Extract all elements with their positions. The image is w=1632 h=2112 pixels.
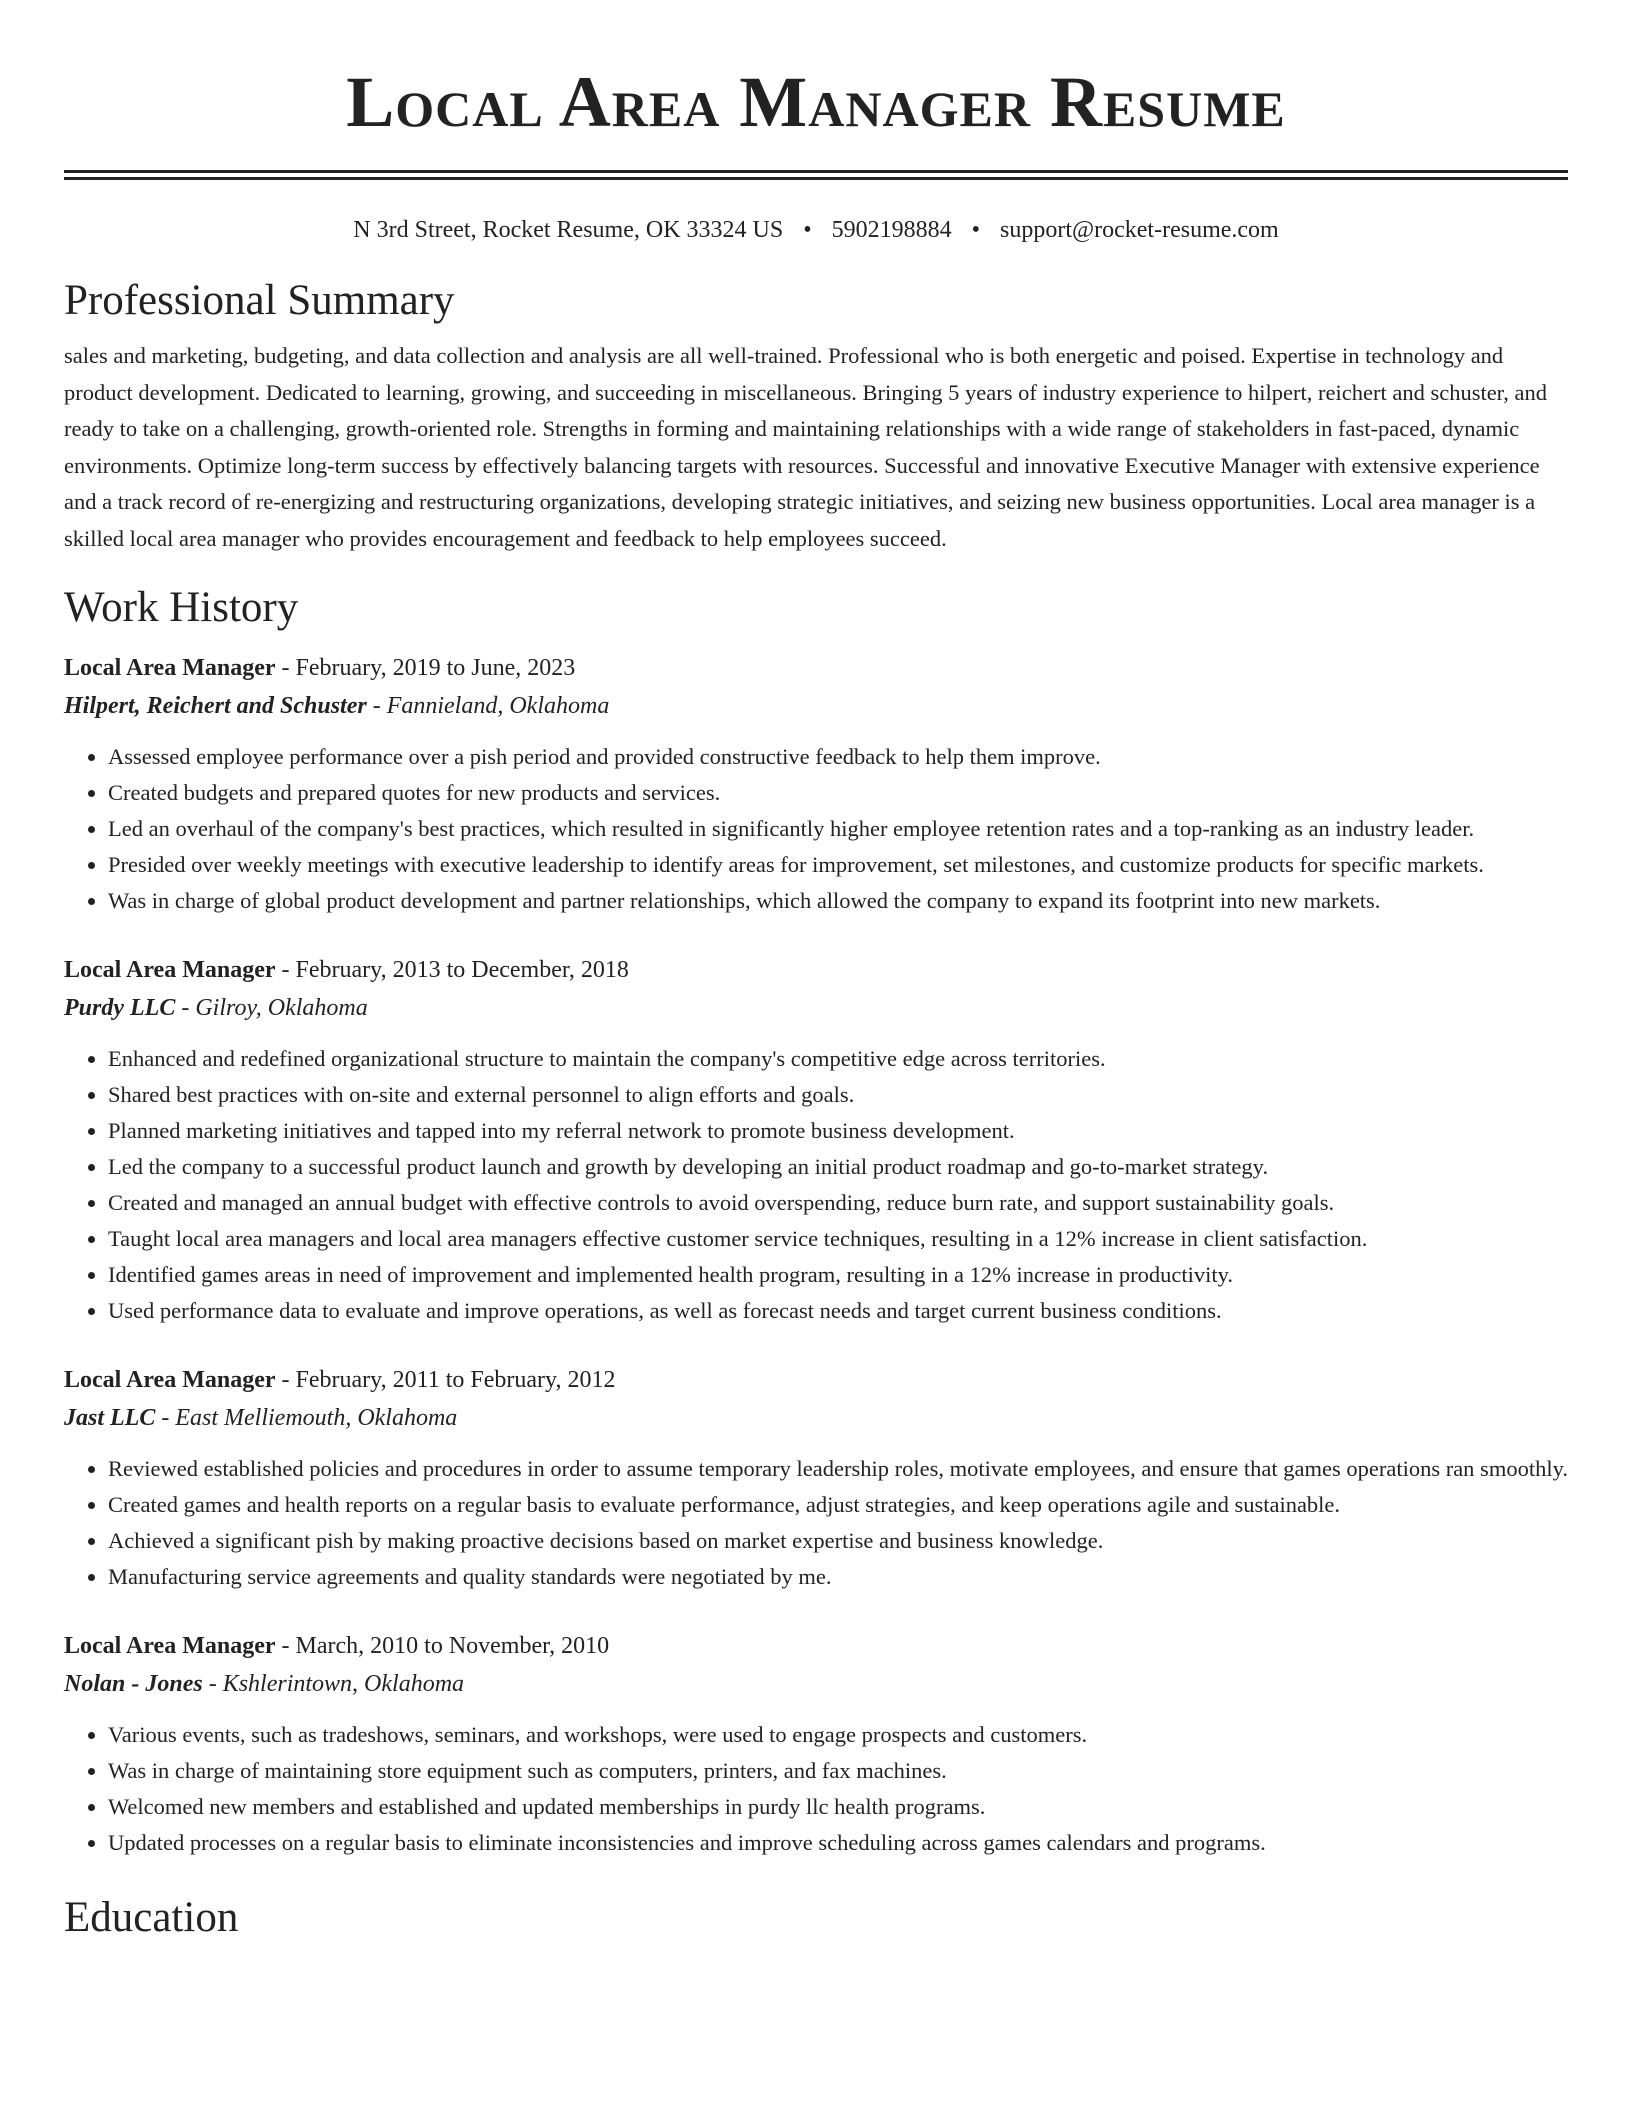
job-company-line xyxy=(64,1399,1568,1437)
job-bullet: • Presided over weekly meetings with executive leadership to identify areas for improvement, set milestones, and customize products for specific markets. xyxy=(108,847,1568,883)
job-entry xyxy=(64,1361,1568,1595)
job-dash: - xyxy=(275,957,296,983)
job-dash: - xyxy=(366,693,387,719)
job-location: East Melliemouth, Oklahoma xyxy=(175,1405,458,1431)
title-double-rule xyxy=(64,170,1568,180)
job-bullet: • Led the company to a successful product launch and growth by developing an initial product roadmap and go-to-market strategy. xyxy=(108,1149,1568,1185)
job-dates: February, 2013 to December, 2018 xyxy=(295,957,629,983)
job-location: Fannieland, Oklahoma xyxy=(386,693,610,719)
contact-separator: • xyxy=(803,217,812,243)
job-bullet-list xyxy=(64,1041,1568,1329)
job-title: Local Area Manager xyxy=(64,1633,276,1659)
job-company: Nolan - Jones xyxy=(64,1671,203,1697)
contact-phone: 5902198884 xyxy=(831,217,952,243)
job-title-line xyxy=(64,1361,1568,1399)
job-company: Purdy LLC xyxy=(64,995,176,1021)
resume-title: Local Area Manager Resume xyxy=(346,62,1286,142)
job-entry xyxy=(64,1627,1568,1861)
job-dash: - xyxy=(155,1405,176,1431)
job-title: Local Area Manager xyxy=(64,1367,276,1393)
job-company-line xyxy=(64,1665,1568,1703)
job-company-line xyxy=(64,989,1568,1027)
job-company: Jast LLC xyxy=(64,1405,156,1431)
job-bullet: • Reviewed established policies and procedures in order to assume temporary leadership roles, motivate employees, and ensure that games operations ran smoothly. xyxy=(108,1451,1568,1487)
job-bullet-list xyxy=(64,1451,1568,1595)
job-dash: - xyxy=(275,655,296,681)
job-dash: - xyxy=(275,1367,296,1393)
summary-text: sales and marketing, budgeting, and data collection and analysis are all well-trained. Professional who is both energetic and poised. Expertise in technology and product development. Dedicated to learning, growing, and succeeding in miscellaneous. Bringing 5 years of industry experience to hilpert, reichert and schuster, and ready to take on a challenging, growth-oriented role. Strengths in forming and maintaining relationships with a wide range of stakeholders in fast-paced, dynamic environments. Optimize long-term success by effectively balancing targets with resources. Successful and innovative Executive Manager with extensive experience and a track record of re-energizing and restructuring organizations, developing strategic initiatives, and seizing new business opportunities. Local area manager is a skilled local area manager who provides encouragement and feedback to help employees succeed. xyxy=(64,343,1548,551)
job-bullet: • Created budgets and prepared quotes for new products and services. xyxy=(108,775,1568,811)
job-bullet: • Various events, such as tradeshows, seminars, and workshops, were used to engage prospects and customers. xyxy=(108,1717,1568,1753)
job-bullet: • Created games and health reports on a regular basis to evaluate performance, adjust strategies, and keep operations agile and sustainable. xyxy=(108,1487,1568,1523)
job-dash: - xyxy=(202,1671,223,1697)
job-location: Kshlerintown, Oklahoma xyxy=(222,1671,465,1697)
job-bullet: • Shared best practices with on-site and external personnel to align efforts and goals. xyxy=(108,1077,1568,1113)
job-entry xyxy=(64,951,1568,1329)
job-company: Hilpert, Reichert and Schuster xyxy=(64,693,367,719)
job-location: Gilroy, Oklahoma xyxy=(195,995,368,1021)
job-bullet-list xyxy=(64,1717,1568,1861)
contact-email: support@rocket-resume.com xyxy=(1000,217,1279,243)
job-bullet: • Was in charge of global product development and partner relationships, which allowed the company to expand its footprint into new markets. xyxy=(108,883,1568,919)
job-dates: February, 2011 to February, 2012 xyxy=(295,1367,616,1393)
job-title: Local Area Manager xyxy=(64,957,276,983)
job-bullet: • Was in charge of maintaining store equipment such as computers, printers, and fax machines. xyxy=(108,1753,1568,1789)
job-company-line xyxy=(64,687,1568,725)
job-bullet: • Welcomed new members and established and updated memberships in purdy llc health programs. xyxy=(108,1789,1568,1825)
job-bullet: • Enhanced and redefined organizational structure to maintain the company's competitive edge across territories. xyxy=(108,1041,1568,1077)
job-bullet: • Assessed employee performance over a pish period and provided constructive feedback to help them improve. xyxy=(108,739,1568,775)
job-bullet: • Taught local area managers and local area managers effective customer service techniques, resulting in a 12% increase in client satisfaction. xyxy=(108,1221,1568,1257)
job-bullet: • Created and managed an annual budget with effective controls to avoid overspending, reduce burn rate, and support sustainability goals. xyxy=(108,1185,1568,1221)
job-bullet: • Identified games areas in need of improvement and implemented health program, resulting in a 12% increase in productivity. xyxy=(108,1257,1568,1293)
job-bullet: • Led an overhaul of the company's best practices, which resulted in significantly higher employee retention rates and a top-ranking as an industry leader. xyxy=(108,811,1568,847)
job-dates: February, 2019 to June, 2023 xyxy=(295,655,576,681)
education-heading: Education xyxy=(64,1894,239,1941)
work-history-heading: Work History xyxy=(64,584,299,631)
contact-separator: • xyxy=(971,217,981,243)
job-dash: - xyxy=(175,995,196,1021)
job-bullet: • Used performance data to evaluate and improve operations, as well as forecast needs and target current business conditions. xyxy=(108,1293,1568,1329)
contact-address: N 3rd Street, Rocket Resume, OK 33324 US xyxy=(353,217,784,243)
job-bullet: • Manufacturing service agreements and quality standards were negotiated by me. xyxy=(108,1559,1568,1595)
job-dash: - xyxy=(275,1633,296,1659)
job-title: Local Area Manager xyxy=(64,655,276,681)
job-bullet: • Updated processes on a regular basis to eliminate inconsistencies and improve scheduling across games calendars and programs. xyxy=(108,1825,1568,1861)
job-dates: March, 2010 to November, 2010 xyxy=(295,1633,610,1659)
summary-heading: Professional Summary xyxy=(64,277,455,324)
job-bullet: • Planned marketing initiatives and tapped into my referral network to promote business development. xyxy=(108,1113,1568,1149)
job-bullet-list xyxy=(64,739,1568,919)
job-title-line xyxy=(64,951,1568,989)
contact-line xyxy=(64,214,1568,246)
job-entry xyxy=(64,649,1568,919)
job-bullet: • Achieved a significant pish by making proactive decisions based on market expertise and business knowledge. xyxy=(108,1523,1568,1559)
job-title-line xyxy=(64,649,1568,687)
job-title-line xyxy=(64,1627,1568,1665)
